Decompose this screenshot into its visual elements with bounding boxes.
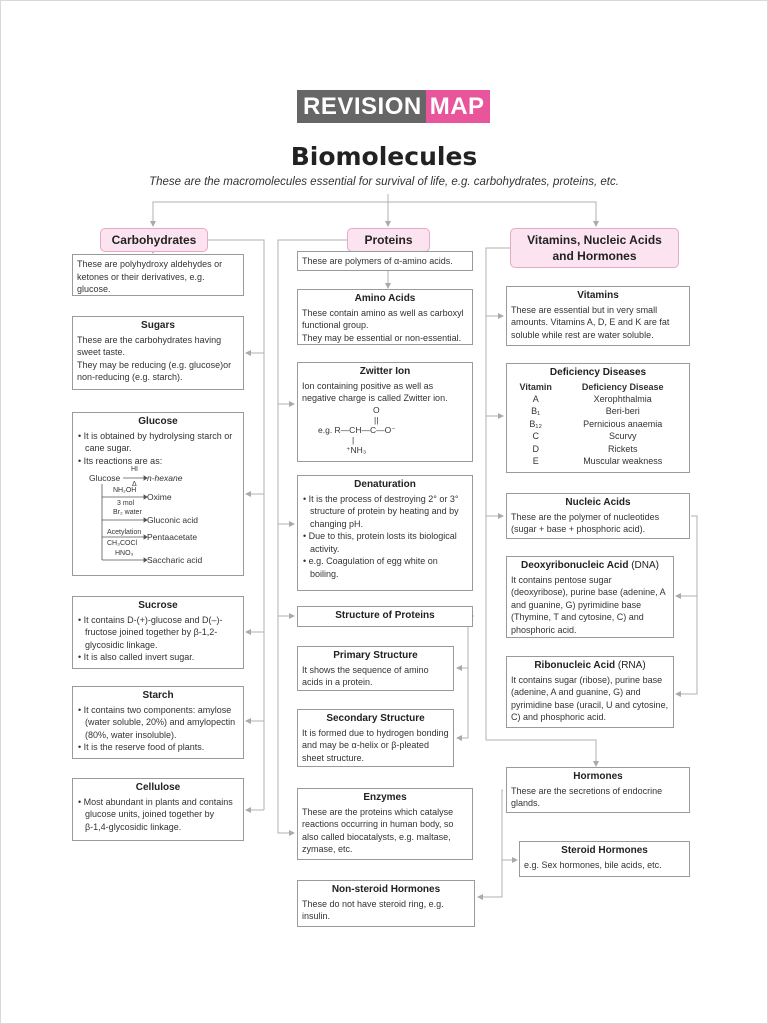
vitamins-heading: Vitamins bbox=[577, 290, 619, 301]
table-row bbox=[511, 430, 685, 443]
starch-point-2: • It is the reserve food of plants. bbox=[77, 741, 239, 754]
disease-cell: Rickets bbox=[607, 443, 638, 454]
sucrose-heading: Sucrose bbox=[138, 600, 178, 611]
reagent-br2-water: Br₂ water bbox=[113, 509, 142, 516]
reagent-delta: Δ bbox=[132, 481, 137, 488]
non-steroid-hormones-heading: Non-steroid Hormones bbox=[331, 884, 441, 895]
zwitter-formula: e.g. R—CH—C—O⁻ bbox=[318, 424, 396, 435]
dna-heading-name: Deoxyribonucleic Acid bbox=[521, 560, 629, 571]
cellulose-heading: Cellulose bbox=[135, 782, 181, 793]
dna-box bbox=[506, 556, 674, 638]
primary-structure-text: It shows the sequence of amino acids in a protein. bbox=[302, 664, 429, 687]
non-steroid-hormones-box bbox=[297, 880, 475, 927]
revision-map-logo bbox=[297, 90, 490, 123]
starch-point-1: • It contains two components: amylose (water soluble, 20%) and amylopectin (80%, water insoluble). bbox=[77, 704, 239, 742]
product-hexane: n-hexane bbox=[147, 473, 183, 483]
zwitter-double-bond: || bbox=[374, 414, 379, 425]
dna-heading bbox=[511, 560, 669, 573]
denaturation-point-1: • It is the process of destroying 2° or 3° structure of protein by heating and by changing pH. bbox=[302, 493, 468, 531]
vitamin-cell: A bbox=[532, 393, 539, 404]
reagent-acetylation: Acetylation bbox=[107, 529, 142, 536]
zwitter-ion-box bbox=[297, 362, 473, 462]
carbohydrates-intro-text: These are polyhydroxy aldehydes or ketones or their derivatives, e.g. glucose. bbox=[77, 259, 223, 294]
nucleic-acids-text: These are the polymer of nucleotides (sugar + base + phosphoric acid). bbox=[511, 511, 660, 534]
reagent-hi: HI bbox=[131, 466, 138, 473]
disease-cell: Beri-beri bbox=[605, 406, 640, 416]
deficiency-table bbox=[511, 381, 685, 468]
disease-cell: Xerophthalmia bbox=[593, 393, 652, 404]
reagent-ch3cocl: CH₃COCl bbox=[107, 540, 138, 547]
zwitter-ion-text: Ion containing positive as well as negative charge is called Zwitter ion. bbox=[302, 380, 448, 403]
zwitter-ion-structure bbox=[302, 405, 468, 461]
rna-abbr: (RNA) bbox=[617, 660, 646, 671]
denaturation-heading: Denaturation bbox=[354, 479, 416, 490]
sugars-heading: Sugars bbox=[141, 320, 175, 331]
sugars-box bbox=[72, 316, 244, 390]
rna-heading-name: Ribonucleic Acid bbox=[534, 660, 616, 671]
deficiency-col-disease: Deficiency Disease bbox=[581, 381, 664, 392]
deficiency-col-vitamin: Vitamin bbox=[519, 381, 552, 392]
enzymes-text: These are the proteins which catalyse reactions occurring in human body, so also called biocatalysts, e.g. maltase, zymase, etc. bbox=[302, 806, 454, 854]
product-saccharic-acid: Saccharic acid bbox=[147, 555, 203, 565]
amino-acids-text-1: These contain amino as well as carboxyl functional group. bbox=[302, 307, 464, 330]
denaturation-box bbox=[297, 475, 473, 591]
vitamin-cell: B₁ bbox=[531, 406, 541, 416]
page-title: Biomolecules bbox=[290, 142, 478, 171]
dna-abbr: (DNA) bbox=[631, 560, 659, 571]
primary-structure-heading: Primary Structure bbox=[333, 650, 418, 661]
glucose-point-2: • Its reactions are as: bbox=[77, 455, 239, 468]
product-oxime: Oxime bbox=[147, 492, 172, 502]
sucrose-point-2: • It is also called invert sugar. bbox=[77, 651, 239, 664]
hormones-box bbox=[506, 767, 690, 813]
denaturation-point-3: • e.g. Coagulation of egg white on boiling. bbox=[302, 555, 468, 580]
vitamin-cell: C bbox=[532, 431, 539, 441]
logo-revision: REVISION bbox=[297, 90, 426, 123]
starch-heading: Starch bbox=[142, 690, 174, 701]
vitamin-cell: B₁₂ bbox=[529, 418, 542, 429]
starch-box bbox=[72, 686, 244, 759]
secondary-structure-box bbox=[297, 709, 454, 767]
reagent-nh2oh: NH₂OH bbox=[113, 487, 137, 494]
cellulose-point-1: • Most abundant in plants and contains glucose units, joined together by β-1,4-glycosidic linkage. bbox=[77, 796, 239, 834]
vitamins-box bbox=[506, 286, 690, 346]
zwitter-oxygen: O bbox=[373, 404, 380, 415]
disease-cell: Muscular weakness bbox=[583, 456, 663, 466]
rna-text: It contains sugar (ribose), purine base (adenine, A and guanine, G) and pyrimidine base (uracil, U and cytosine, C) and phosphoric acid. bbox=[511, 674, 669, 722]
reagent-hno3: HNO₃ bbox=[115, 550, 134, 557]
sucrose-point-1: • It contains D-(+)-glucose and D(–)-fructose joined together by β-1,2-glycosidic linkage. bbox=[77, 614, 239, 652]
reaction-arrows bbox=[77, 467, 244, 573]
glucose-reaction-scheme bbox=[77, 467, 239, 573]
category-carbohydrates: Carbohydrates bbox=[100, 228, 208, 252]
carbohydrates-intro-box bbox=[72, 254, 244, 296]
rna-heading bbox=[511, 660, 669, 673]
sugars-text-1: These are the carbohydrates having sweet taste. bbox=[77, 334, 222, 357]
reagent-3mol: 3 mol bbox=[117, 500, 135, 507]
disease-cell: Scurvy bbox=[608, 431, 637, 441]
amino-acids-heading: Amino Acids bbox=[354, 293, 416, 304]
amino-acids-box bbox=[297, 289, 473, 345]
zwitter-ion-heading: Zwitter Ion bbox=[359, 366, 411, 377]
deficiency-diseases-heading: Deficiency Diseases bbox=[549, 367, 647, 378]
denaturation-point-2: • Due to this, protein losts its biological activity. bbox=[302, 530, 468, 555]
glucose-point-1: • It is obtained by hydrolysing starch or cane sugar. bbox=[77, 430, 239, 455]
table-row bbox=[511, 418, 685, 431]
glucose-reactant: Glucose bbox=[89, 473, 121, 483]
non-steroid-hormones-text: These do not have steroid ring, e.g. insulin. bbox=[302, 898, 444, 921]
product-gluconic-acid: Gluconic acid bbox=[147, 515, 199, 525]
zwitter-nh3: ⁺NH₃ bbox=[346, 444, 367, 455]
category-proteins: Proteins bbox=[347, 228, 430, 252]
category-vitamins-nucleic-hormones: Vitamins, Nucleic Acids and Hormones bbox=[510, 228, 679, 268]
sucrose-box bbox=[72, 596, 244, 669]
nucleic-acids-box bbox=[506, 493, 690, 539]
vitamin-cell: E bbox=[532, 456, 539, 466]
structure-of-proteins-box bbox=[297, 606, 473, 627]
vitamin-cell: D bbox=[532, 443, 539, 454]
zwitter-single-bond: | bbox=[352, 434, 355, 445]
hormones-heading: Hormones bbox=[573, 771, 623, 782]
deficiency-diseases-box bbox=[506, 363, 690, 473]
steroid-hormones-box bbox=[519, 841, 690, 877]
page-subtitle: These are the macromolecules essential for survival of life, e.g. carbohydrates, proteins, etc. bbox=[149, 176, 619, 188]
secondary-structure-heading: Secondary Structure bbox=[326, 713, 425, 724]
table-row bbox=[511, 405, 685, 418]
vitamins-text: These are essential but in very small amounts. Vitamins A, D, E and K are fat soluble while rest are water soluble. bbox=[511, 304, 670, 340]
rna-box bbox=[506, 656, 674, 728]
glucose-box bbox=[72, 412, 244, 576]
glucose-heading: Glucose bbox=[138, 416, 178, 427]
steroid-hormones-text: e.g. Sex hormones, bile acids, etc. bbox=[524, 859, 662, 870]
product-pentaacetate: Pentaacetate bbox=[147, 532, 198, 542]
dna-text: It contains pentose sugar (deoxyribose), purine base (adenine, A and guanine, G) pyrimidine base (Thymine, T and cytosine, C) and phosphoric acid. bbox=[511, 574, 666, 635]
enzymes-heading: Enzymes bbox=[363, 792, 407, 803]
steroid-hormones-heading: Steroid Hormones bbox=[561, 845, 648, 856]
logo-map: MAP bbox=[426, 90, 490, 123]
nucleic-acids-heading: Nucleic Acids bbox=[565, 497, 631, 508]
hormones-text: These are the secretions of endocrine glands. bbox=[511, 785, 663, 808]
secondary-structure-text: It is formed due to hydrogen bonding and may be α-helix or β-pleated sheet structure. bbox=[302, 727, 449, 763]
sugars-text-2: They may be reducing (e.g. glucose)or non-reducing (e.g. starch). bbox=[77, 359, 232, 382]
table-row bbox=[511, 443, 685, 456]
amino-acids-text-2: They may be essential or non-essential. bbox=[302, 332, 462, 343]
proteins-intro-text: These are polymers of α-amino acids. bbox=[302, 256, 453, 266]
primary-structure-box bbox=[297, 646, 454, 691]
table-row bbox=[511, 393, 685, 406]
cellulose-box bbox=[72, 778, 244, 841]
structure-of-proteins-heading: Structure of Proteins bbox=[335, 610, 435, 621]
proteins-intro-box bbox=[297, 251, 473, 271]
table-row bbox=[511, 455, 685, 468]
enzymes-box bbox=[297, 788, 473, 860]
disease-cell: Pernicious anaemia bbox=[583, 418, 663, 429]
